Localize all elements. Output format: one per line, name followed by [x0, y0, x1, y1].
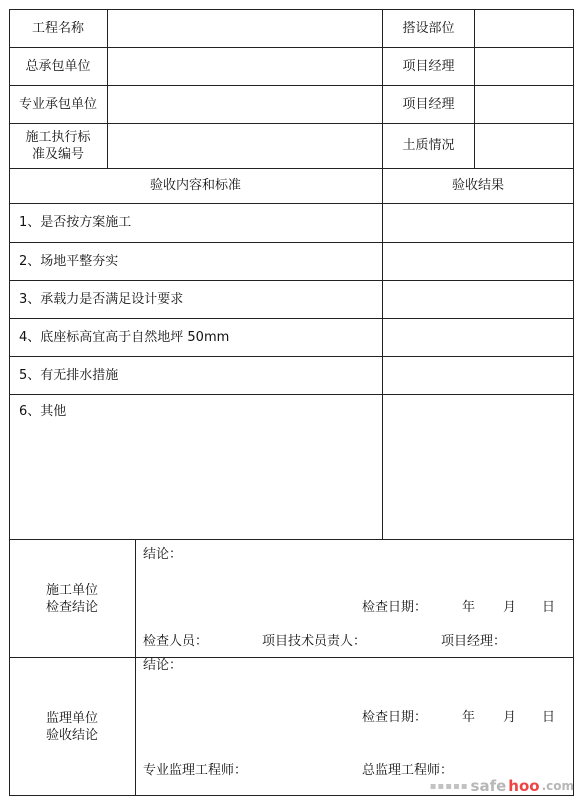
specialist-engineer-label: 专业监理工程师： — [143, 763, 248, 778]
supervision-year-label: 年 — [462, 710, 476, 725]
soil-condition-label: 土质情况 — [402, 138, 455, 153]
standard-code-label-line2: 准及编号 — [31, 146, 84, 162]
inspector-label: 检查人员： — [143, 634, 209, 649]
inspection-item: 2、场地平整夯实 — [19, 253, 119, 269]
tech-lead-label: 项目技术员责人： — [262, 634, 367, 649]
general-contractor-label: 总承包单位 — [25, 58, 91, 74]
project-manager-label: 项目经理 — [402, 58, 455, 74]
supervision-month-label: 月 — [503, 710, 517, 725]
supervision-unit-label-line2: 验收结论 — [45, 727, 98, 743]
site-watermark — [430, 777, 574, 795]
construction-day-label: 日 — [542, 600, 556, 615]
watermark-hoo: hoo — [508, 777, 540, 795]
construction-unit-label-line1: 施工单位 — [45, 582, 98, 598]
construction-month-label: 月 — [503, 600, 517, 615]
project-name-label: 工程名称 — [31, 20, 84, 36]
acceptance-form — [9, 9, 574, 796]
supervision-date-label: 检查日期： — [362, 710, 428, 725]
supervision-day-label: 日 — [542, 710, 556, 725]
table-border-bottom — [9, 795, 574, 796]
project-manager-label: 项目经理 — [402, 96, 455, 112]
supervision-unit-label-line1: 监理单位 — [45, 710, 98, 726]
construction-unit-label-line2: 检查结论 — [45, 599, 98, 615]
construction-date-label: 检查日期： — [362, 600, 428, 615]
construction-year-label: 年 — [462, 600, 476, 615]
column-divider — [135, 539, 136, 796]
erection-location-label: 搭设部位 — [402, 20, 455, 36]
row-divider — [9, 394, 574, 395]
supervision-unit-label — [9, 658, 135, 795]
standard-code-label-line1: 施工执行标 — [25, 129, 91, 145]
standard-code-label — [9, 123, 107, 168]
watermark-dots: ▪▪▪▪▪ — [429, 780, 469, 792]
inspection-item: 6、其他 — [19, 404, 67, 419]
result-header: 验收结果 — [451, 178, 504, 193]
inspection-item: 4、底座标高宜高于自然地坪 50mm — [19, 329, 230, 345]
content-standard-header: 验收内容和标准 — [149, 178, 241, 193]
watermark-safe: safe — [470, 777, 507, 795]
inspection-item: 5、有无排水措施 — [19, 367, 119, 383]
column-divider — [474, 9, 475, 169]
watermark-com: .com — [541, 779, 574, 793]
specialty-contractor-label: 专业承包单位 — [18, 96, 97, 112]
column-divider — [107, 9, 108, 169]
supervision-conclusion-label: 结论： — [143, 658, 183, 673]
inspection-item: 1、是否按方案施工 — [19, 215, 132, 230]
project-manager-sign-label: 项目经理： — [441, 634, 507, 649]
chief-engineer-label: 总监理工程师： — [362, 763, 454, 778]
construction-unit-label — [9, 540, 135, 657]
construction-conclusion-label: 结论： — [143, 547, 183, 562]
inspection-item: 3、承载力是否满足设计要求 — [19, 291, 184, 307]
table-border-right — [573, 9, 574, 796]
